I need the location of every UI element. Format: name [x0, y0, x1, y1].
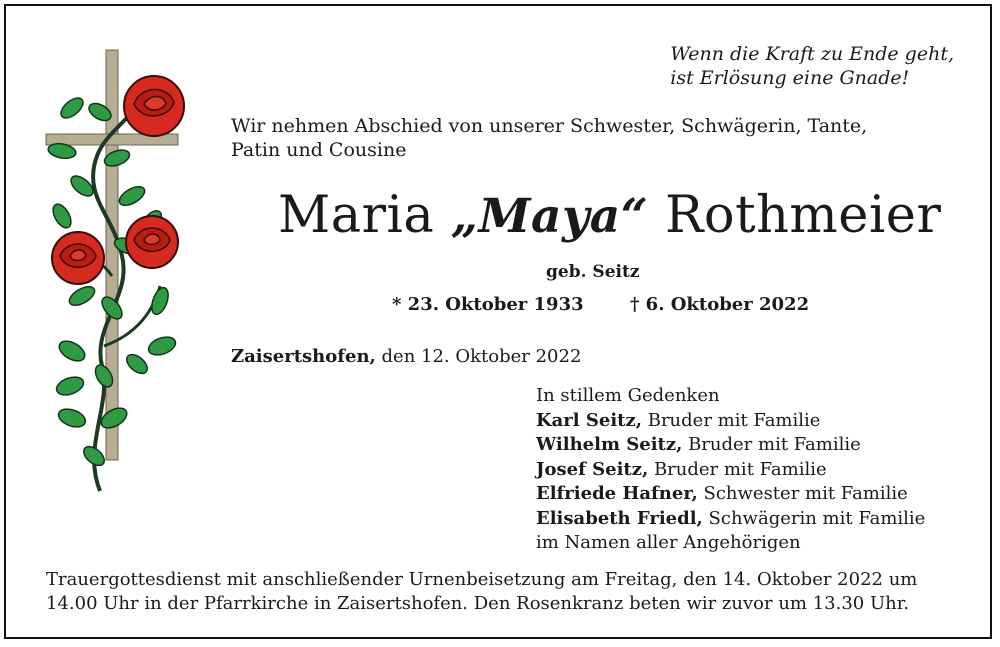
birth-name: geb. Seitz — [546, 262, 640, 282]
intro-text — [231, 114, 867, 162]
nickname: „Maya“ — [450, 189, 649, 244]
mourner-entry — [536, 507, 925, 532]
mourner-relation: Bruder mit Familie — [642, 409, 821, 431]
mourners-list — [536, 384, 925, 556]
service-line: Trauergottesdienst mit anschließender Urnenbeisetzung am Freitag, den 14. Oktober 2022 um — [46, 569, 918, 590]
mourner-relation: Schwester mit Familie — [697, 483, 908, 504]
obituary-card — [4, 4, 992, 639]
intro-line: Wir nehmen Abschied von unserer Schwester, Schwägerin, Tante, — [231, 115, 868, 137]
service-info — [46, 568, 917, 616]
cross-with-roses-icon — [42, 46, 192, 501]
notice-date: den 12. Oktober 2022 — [375, 346, 582, 367]
mourner-name: Elisabeth Friedl, — [536, 507, 703, 529]
mourner-relation: Schwägerin mit Familie — [702, 507, 926, 529]
mourner-name: Karl Seitz, — [536, 409, 642, 431]
rose-top — [124, 76, 184, 136]
mourners-heading: In stillem Gedenken — [536, 385, 720, 406]
last-name: Rothmeier — [664, 186, 942, 245]
mourner-name: Elfriede Hafner, — [536, 483, 698, 504]
mourner-relation: Bruder mit Familie — [648, 458, 827, 480]
mourner-entry — [536, 409, 925, 434]
place-and-date — [231, 346, 581, 367]
mourner-entry — [536, 433, 925, 458]
mourner-name: Wilhelm Seitz, — [536, 434, 683, 455]
mourner-relation: Bruder mit Familie — [682, 434, 861, 455]
rose-left — [52, 232, 104, 284]
place-name: Zaisertshofen, — [231, 346, 376, 367]
quote-line: Wenn die Kraft zu Ende geht, — [670, 43, 954, 65]
mourner-name: Josef Seitz, — [536, 458, 649, 480]
service-line: 14.00 Uhr in der Pfarrkirche in Zaisertshofen. Den Rosenkranz beten wir zuvor um 13.30 Uhr. — [46, 593, 910, 614]
quote-line: ist Erlösung eine Gnade! — [670, 67, 910, 89]
mourner-entry — [536, 458, 925, 483]
first-name: Maria — [278, 186, 435, 245]
epigraph-quote — [670, 42, 954, 90]
intro-line: Patin und Cousine — [231, 139, 407, 161]
death-date: † 6. Oktober 2022 — [630, 294, 810, 315]
mourners-closing: im Namen aller Angehörigen — [536, 532, 801, 553]
birth-date: * 23. Oktober 1933 — [392, 294, 584, 315]
mourner-entry — [536, 482, 925, 507]
rose-right — [126, 216, 178, 268]
deceased-name — [278, 186, 941, 245]
